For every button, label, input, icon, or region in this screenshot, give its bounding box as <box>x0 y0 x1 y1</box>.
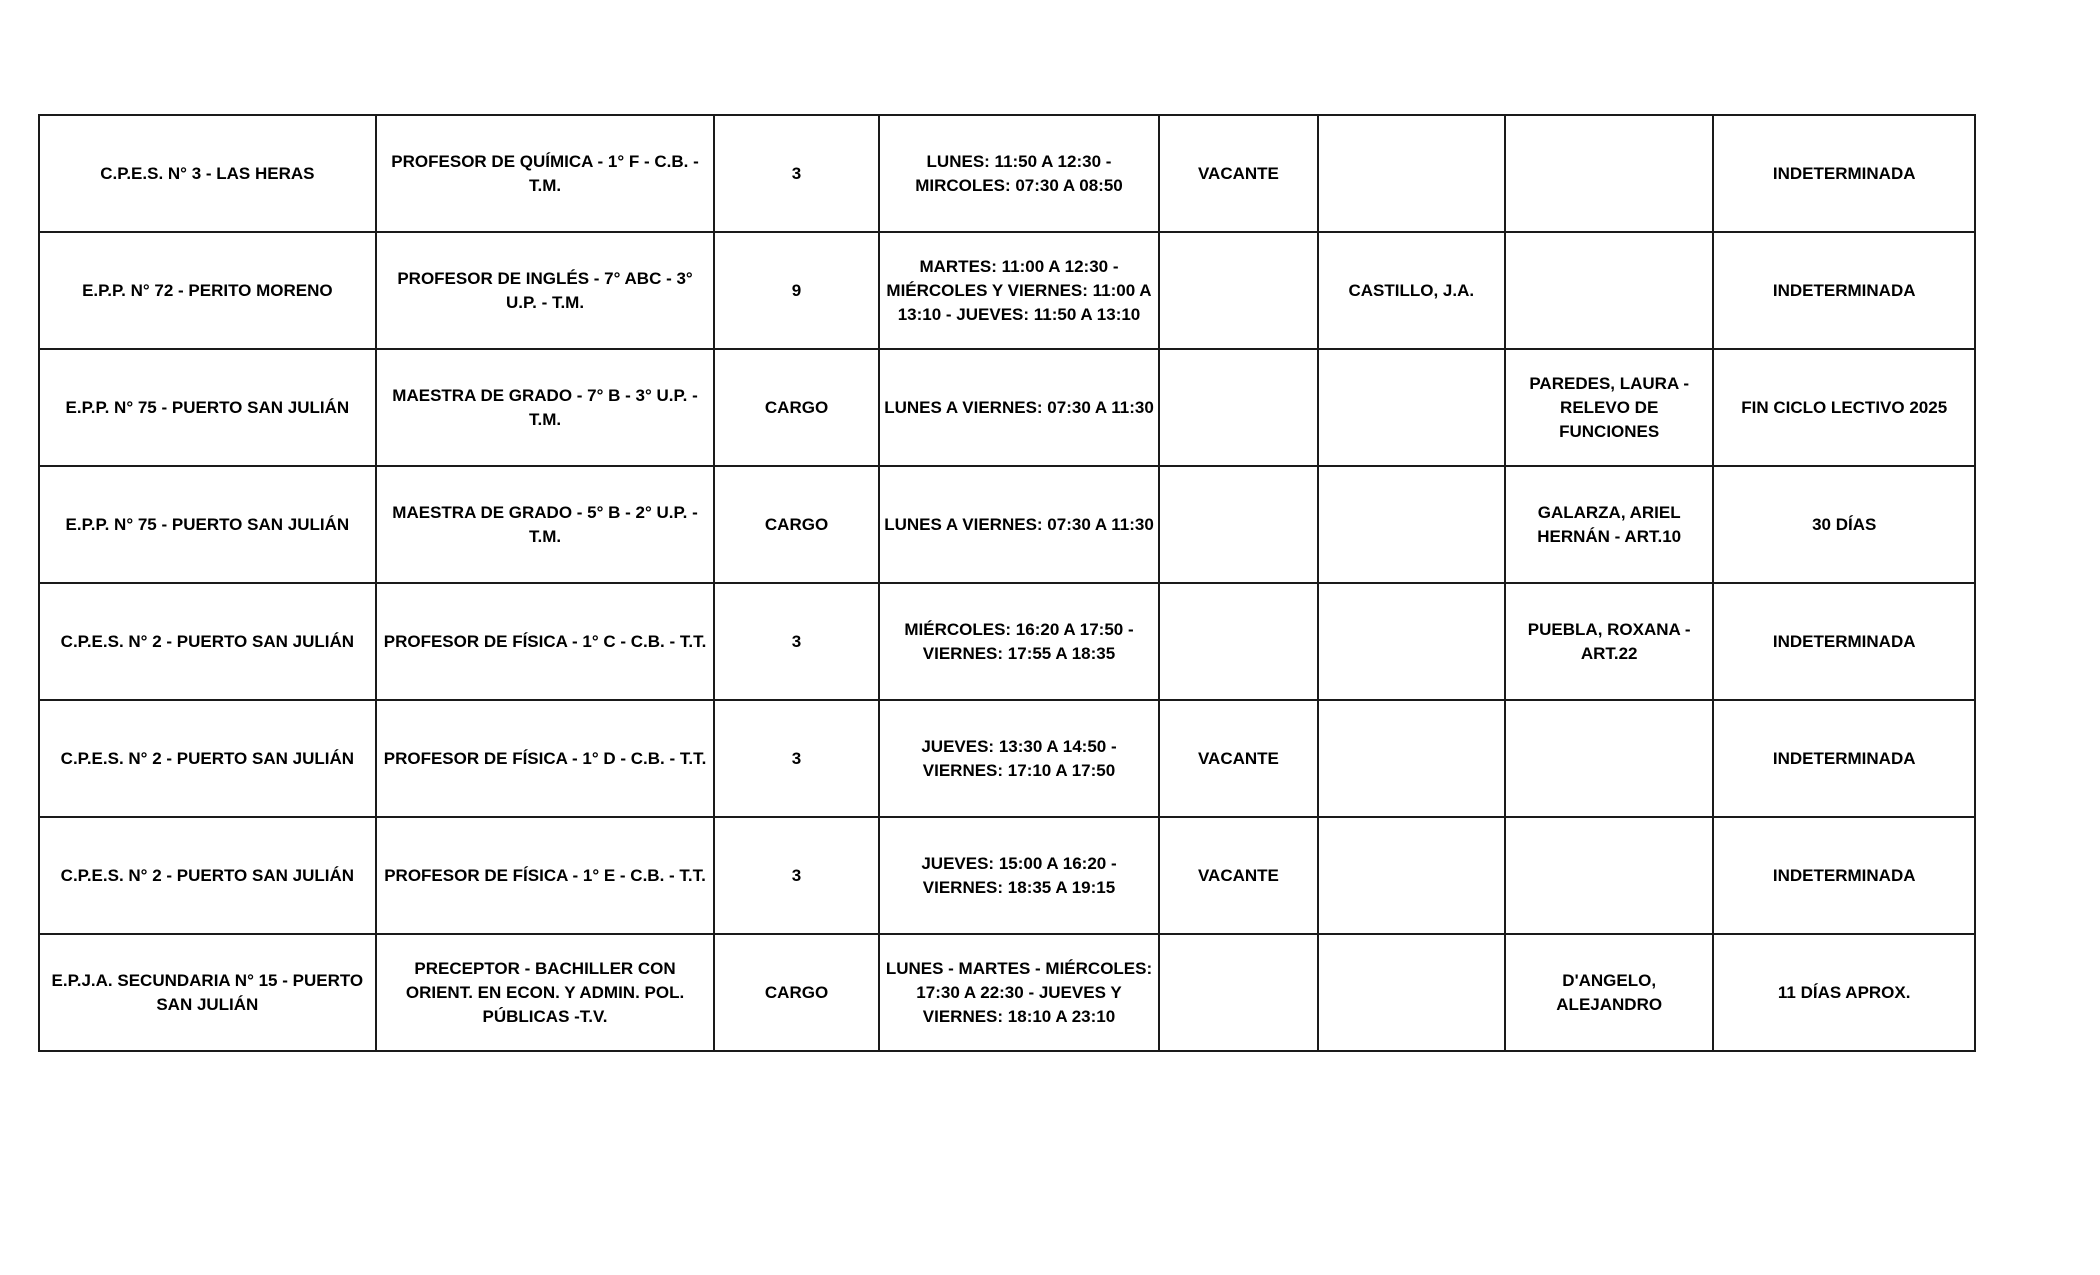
hours-cell: CARGO <box>714 934 878 1051</box>
holder-cell <box>1318 115 1505 232</box>
position-cell: MAESTRA DE GRADO - 7° B - 3° U.P. - T.M. <box>376 349 715 466</box>
schedule-cell: JUEVES: 15:00 A 16:20 - VIERNES: 18:35 A 19:15 <box>879 817 1160 934</box>
school-cell: E.P.P. N° 75 - PUERTO SAN JULIÁN <box>39 466 376 583</box>
position-cell: PRECEPTOR - BACHILLER CON ORIENT. EN ECON. Y ADMIN. POL. PÚBLICAS -T.V. <box>376 934 715 1051</box>
school-cell: C.P.E.S. N° 2 - PUERTO SAN JULIÁN <box>39 583 376 700</box>
duration-cell: 30 DÍAS <box>1713 466 1975 583</box>
duration-cell: 11 DÍAS APROX. <box>1713 934 1975 1051</box>
hours-cell: CARGO <box>714 466 878 583</box>
school-cell: E.P.P. N° 75 - PUERTO SAN JULIÁN <box>39 349 376 466</box>
hours-cell: 3 <box>714 583 878 700</box>
table-row <box>39 349 1975 466</box>
vacancy-status-cell <box>1159 349 1317 466</box>
replacement-cell: PAREDES, LAURA - RELEVO DE FUNCIONES <box>1505 349 1713 466</box>
position-cell: PROFESOR DE FÍSICA - 1° C - C.B. - T.T. <box>376 583 715 700</box>
duration-cell: INDETERMINADA <box>1713 817 1975 934</box>
duration-cell: INDETERMINADA <box>1713 583 1975 700</box>
vacancy-table-sheet <box>38 114 1976 1052</box>
holder-cell <box>1318 466 1505 583</box>
schedule-cell: LUNES: 11:50 A 12:30 - MIRCOLES: 07:30 A 08:50 <box>879 115 1160 232</box>
table-row <box>39 232 1975 349</box>
replacement-cell: GALARZA, ARIEL HERNÁN - ART.10 <box>1505 466 1713 583</box>
position-cell: PROFESOR DE FÍSICA - 1° D - C.B. - T.T. <box>376 700 715 817</box>
vacancy-status-cell: VACANTE <box>1159 700 1317 817</box>
vacancy-status-cell: VACANTE <box>1159 115 1317 232</box>
schedule-cell: MIÉRCOLES: 16:20 A 17:50 - VIERNES: 17:55 A 18:35 <box>879 583 1160 700</box>
holder-cell <box>1318 934 1505 1051</box>
school-cell: C.P.E.S. N° 2 - PUERTO SAN JULIÁN <box>39 817 376 934</box>
holder-cell: CASTILLO, J.A. <box>1318 232 1505 349</box>
table-row <box>39 934 1975 1051</box>
replacement-cell: PUEBLA, ROXANA - ART.22 <box>1505 583 1713 700</box>
schedule-cell: MARTES: 11:00 A 12:30 - MIÉRCOLES Y VIERNES: 11:00 A 13:10 - JUEVES: 11:50 A 13:10 <box>879 232 1160 349</box>
school-cell: E.P.J.A. SECUNDARIA N° 15 - PUERTO SAN JULIÁN <box>39 934 376 1051</box>
hours-cell: 3 <box>714 115 878 232</box>
position-cell: PROFESOR DE QUÍMICA - 1° F - C.B. - T.M. <box>376 115 715 232</box>
hours-cell: CARGO <box>714 349 878 466</box>
table-row <box>39 817 1975 934</box>
replacement-cell: D'ANGELO, ALEJANDRO <box>1505 934 1713 1051</box>
holder-cell <box>1318 700 1505 817</box>
school-cell: C.P.E.S. N° 3 - LAS HERAS <box>39 115 376 232</box>
duration-cell: FIN CICLO LECTIVO 2025 <box>1713 349 1975 466</box>
hours-cell: 3 <box>714 700 878 817</box>
hours-cell: 9 <box>714 232 878 349</box>
vacancy-status-cell: VACANTE <box>1159 817 1317 934</box>
hours-cell: 3 <box>714 817 878 934</box>
schedule-cell: LUNES - MARTES - MIÉRCOLES: 17:30 A 22:30 - JUEVES Y VIERNES: 18:10 A 23:10 <box>879 934 1160 1051</box>
holder-cell <box>1318 349 1505 466</box>
vacancy-status-cell <box>1159 583 1317 700</box>
table-row <box>39 583 1975 700</box>
replacement-cell <box>1505 700 1713 817</box>
schedule-cell: LUNES A VIERNES: 07:30 A 11:30 <box>879 349 1160 466</box>
table-row <box>39 115 1975 232</box>
duration-cell: INDETERMINADA <box>1713 700 1975 817</box>
position-cell: PROFESOR DE INGLÉS - 7° ABC - 3° U.P. - T.M. <box>376 232 715 349</box>
schedule-cell: JUEVES: 13:30 A 14:50 - VIERNES: 17:10 A 17:50 <box>879 700 1160 817</box>
table-row <box>39 700 1975 817</box>
duration-cell: INDETERMINADA <box>1713 232 1975 349</box>
position-cell: MAESTRA DE GRADO - 5° B - 2° U.P. - T.M. <box>376 466 715 583</box>
duration-cell: INDETERMINADA <box>1713 115 1975 232</box>
vacancy-status-cell <box>1159 232 1317 349</box>
school-cell: E.P.P. N° 72 - PERITO MORENO <box>39 232 376 349</box>
schedule-cell: LUNES A VIERNES: 07:30 A 11:30 <box>879 466 1160 583</box>
holder-cell <box>1318 583 1505 700</box>
vacancy-table <box>38 114 1976 1052</box>
replacement-cell <box>1505 232 1713 349</box>
position-cell: PROFESOR DE FÍSICA - 1° E - C.B. - T.T. <box>376 817 715 934</box>
replacement-cell <box>1505 817 1713 934</box>
holder-cell <box>1318 817 1505 934</box>
replacement-cell <box>1505 115 1713 232</box>
school-cell: C.P.E.S. N° 2 - PUERTO SAN JULIÁN <box>39 700 376 817</box>
vacancy-status-cell <box>1159 934 1317 1051</box>
table-row <box>39 466 1975 583</box>
vacancy-status-cell <box>1159 466 1317 583</box>
